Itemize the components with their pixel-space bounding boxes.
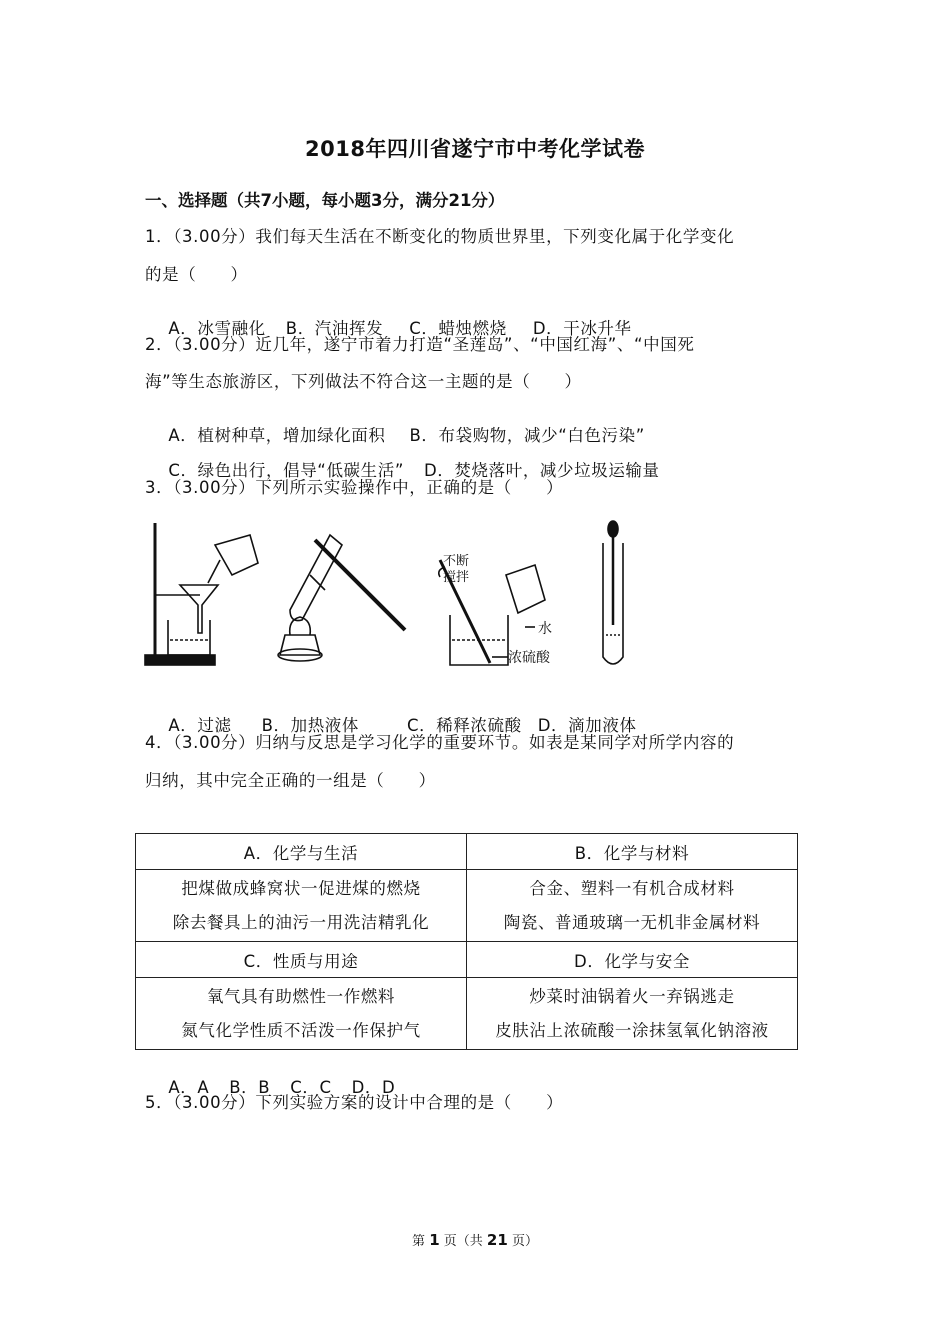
table-b-line2: 陶瓷、普通玻璃一无机非金属材料 [503, 912, 761, 932]
table-head-c: C．性质与用途 [136, 942, 467, 978]
filtration-figure [145, 523, 258, 665]
footer-pre: 第 [412, 1234, 426, 1249]
table-b-line1: 合金、塑料一有机合成材料 [529, 878, 735, 898]
q1-stem-line2: 的是（ ） [145, 265, 248, 284]
q1-option-b: B．汽油挥发 [285, 319, 384, 338]
q2-option-b: B．布袋购物，减少“白色污染” [409, 426, 645, 445]
q4-stem-line1: 4．（3.00分）归纳与反思是学习化学的重要环节。如表是某同学对所学内容的 [145, 733, 735, 752]
q3-experiment-figures [140, 515, 660, 675]
label-stir-2: 搅拌 [443, 570, 470, 585]
q4-summary-table [135, 833, 798, 1050]
label-water: 水 [538, 621, 552, 637]
q4-stem-line2: 归纳，其中完全正确的一组是（ ） [145, 771, 436, 790]
footer-page-number: 1 [429, 1231, 440, 1249]
q3-option-c: C．稀释浓硫酸 [407, 716, 522, 735]
table-d-line2: 皮肤沾上浓硫酸一涂抹氢氧化钠溶液 [495, 1020, 769, 1040]
q2-stem-line1: 2．（3.00分）近几年，遂宁市着力打造“圣莲岛”、“中国红海”、“中国死 [145, 335, 695, 354]
q2-option-a: A．植树种草，增加绿化面积 [168, 426, 386, 445]
section-heading: 一、选择题（共7小题，每小题3分，满分21分） [145, 191, 505, 210]
footer-total-pages: 21 [486, 1231, 508, 1249]
heating-liquid-figure [278, 535, 405, 661]
page-title: 2018年四川省遂宁市中考化学试卷 [305, 137, 645, 161]
q2-stem-line2: 海”等生态旅游区，下列做法不符合这一主题的是（ ） [145, 372, 582, 391]
q1-option-d: D．干冰升华 [532, 319, 632, 338]
table-head-b: B．化学与材料 [467, 834, 798, 870]
q3-option-d: D．滴加液体 [537, 716, 637, 735]
q4-option-b: B．B [229, 1078, 271, 1097]
table-cell-c [136, 978, 467, 1050]
q4-option-a: A．A [168, 1078, 210, 1097]
label-stir-1: 不断 [443, 554, 470, 569]
page-footer [0, 1230, 950, 1249]
q4-option-d: D．D [351, 1078, 396, 1097]
q1-stem-line1: 1．（3.00分）我们每天生活在不断变化的物质世界里，下列变化属于化学变化 [145, 227, 735, 246]
q1-option-c: C．蜡烛燃烧 [409, 319, 507, 338]
table-head-d: D．化学与安全 [467, 942, 798, 978]
q4-option-c: C．C [290, 1078, 332, 1097]
q2-option-d: D．焚烧落叶，减少垃圾运输量 [424, 461, 660, 480]
dropper-figure [603, 521, 623, 664]
table-cell-b [467, 870, 798, 942]
q3-option-a: A．过滤 [168, 716, 232, 735]
q2-option-c: C．绿色出行，倡导“低碳生活” [168, 461, 405, 480]
table-c-line1: 氧气具有助燃性一作燃料 [206, 986, 396, 1006]
footer-post: 页） [511, 1234, 538, 1249]
table-a-line1: 把煤做成蜂窝状一促进煤的燃烧 [181, 878, 421, 898]
label-acid: 浓硫酸 [508, 650, 550, 666]
table-head-a: A．化学与生活 [136, 834, 467, 870]
table-c-line2: 氮气化学性质不活泼一作保护气 [181, 1020, 421, 1040]
footer-mid: 页（共 [443, 1234, 483, 1249]
q3-option-b: B．加热液体 [261, 716, 359, 735]
table-a-line2: 除去餐具上的油污一用洗洁精乳化 [172, 912, 430, 932]
q3-stem: 3．（3.00分）下列所示实验操作中，正确的是（ ） [145, 478, 564, 497]
q1-option-a: A．冰雪融化 [168, 319, 266, 338]
q5-stem: 5．（3.00分）下列实验方案的设计中合理的是（ ） [145, 1093, 564, 1112]
table-cell-d [467, 978, 798, 1050]
table-cell-a [136, 870, 467, 942]
table-d-line1: 炒菜时油锅着火一弃锅逃走 [529, 986, 735, 1006]
